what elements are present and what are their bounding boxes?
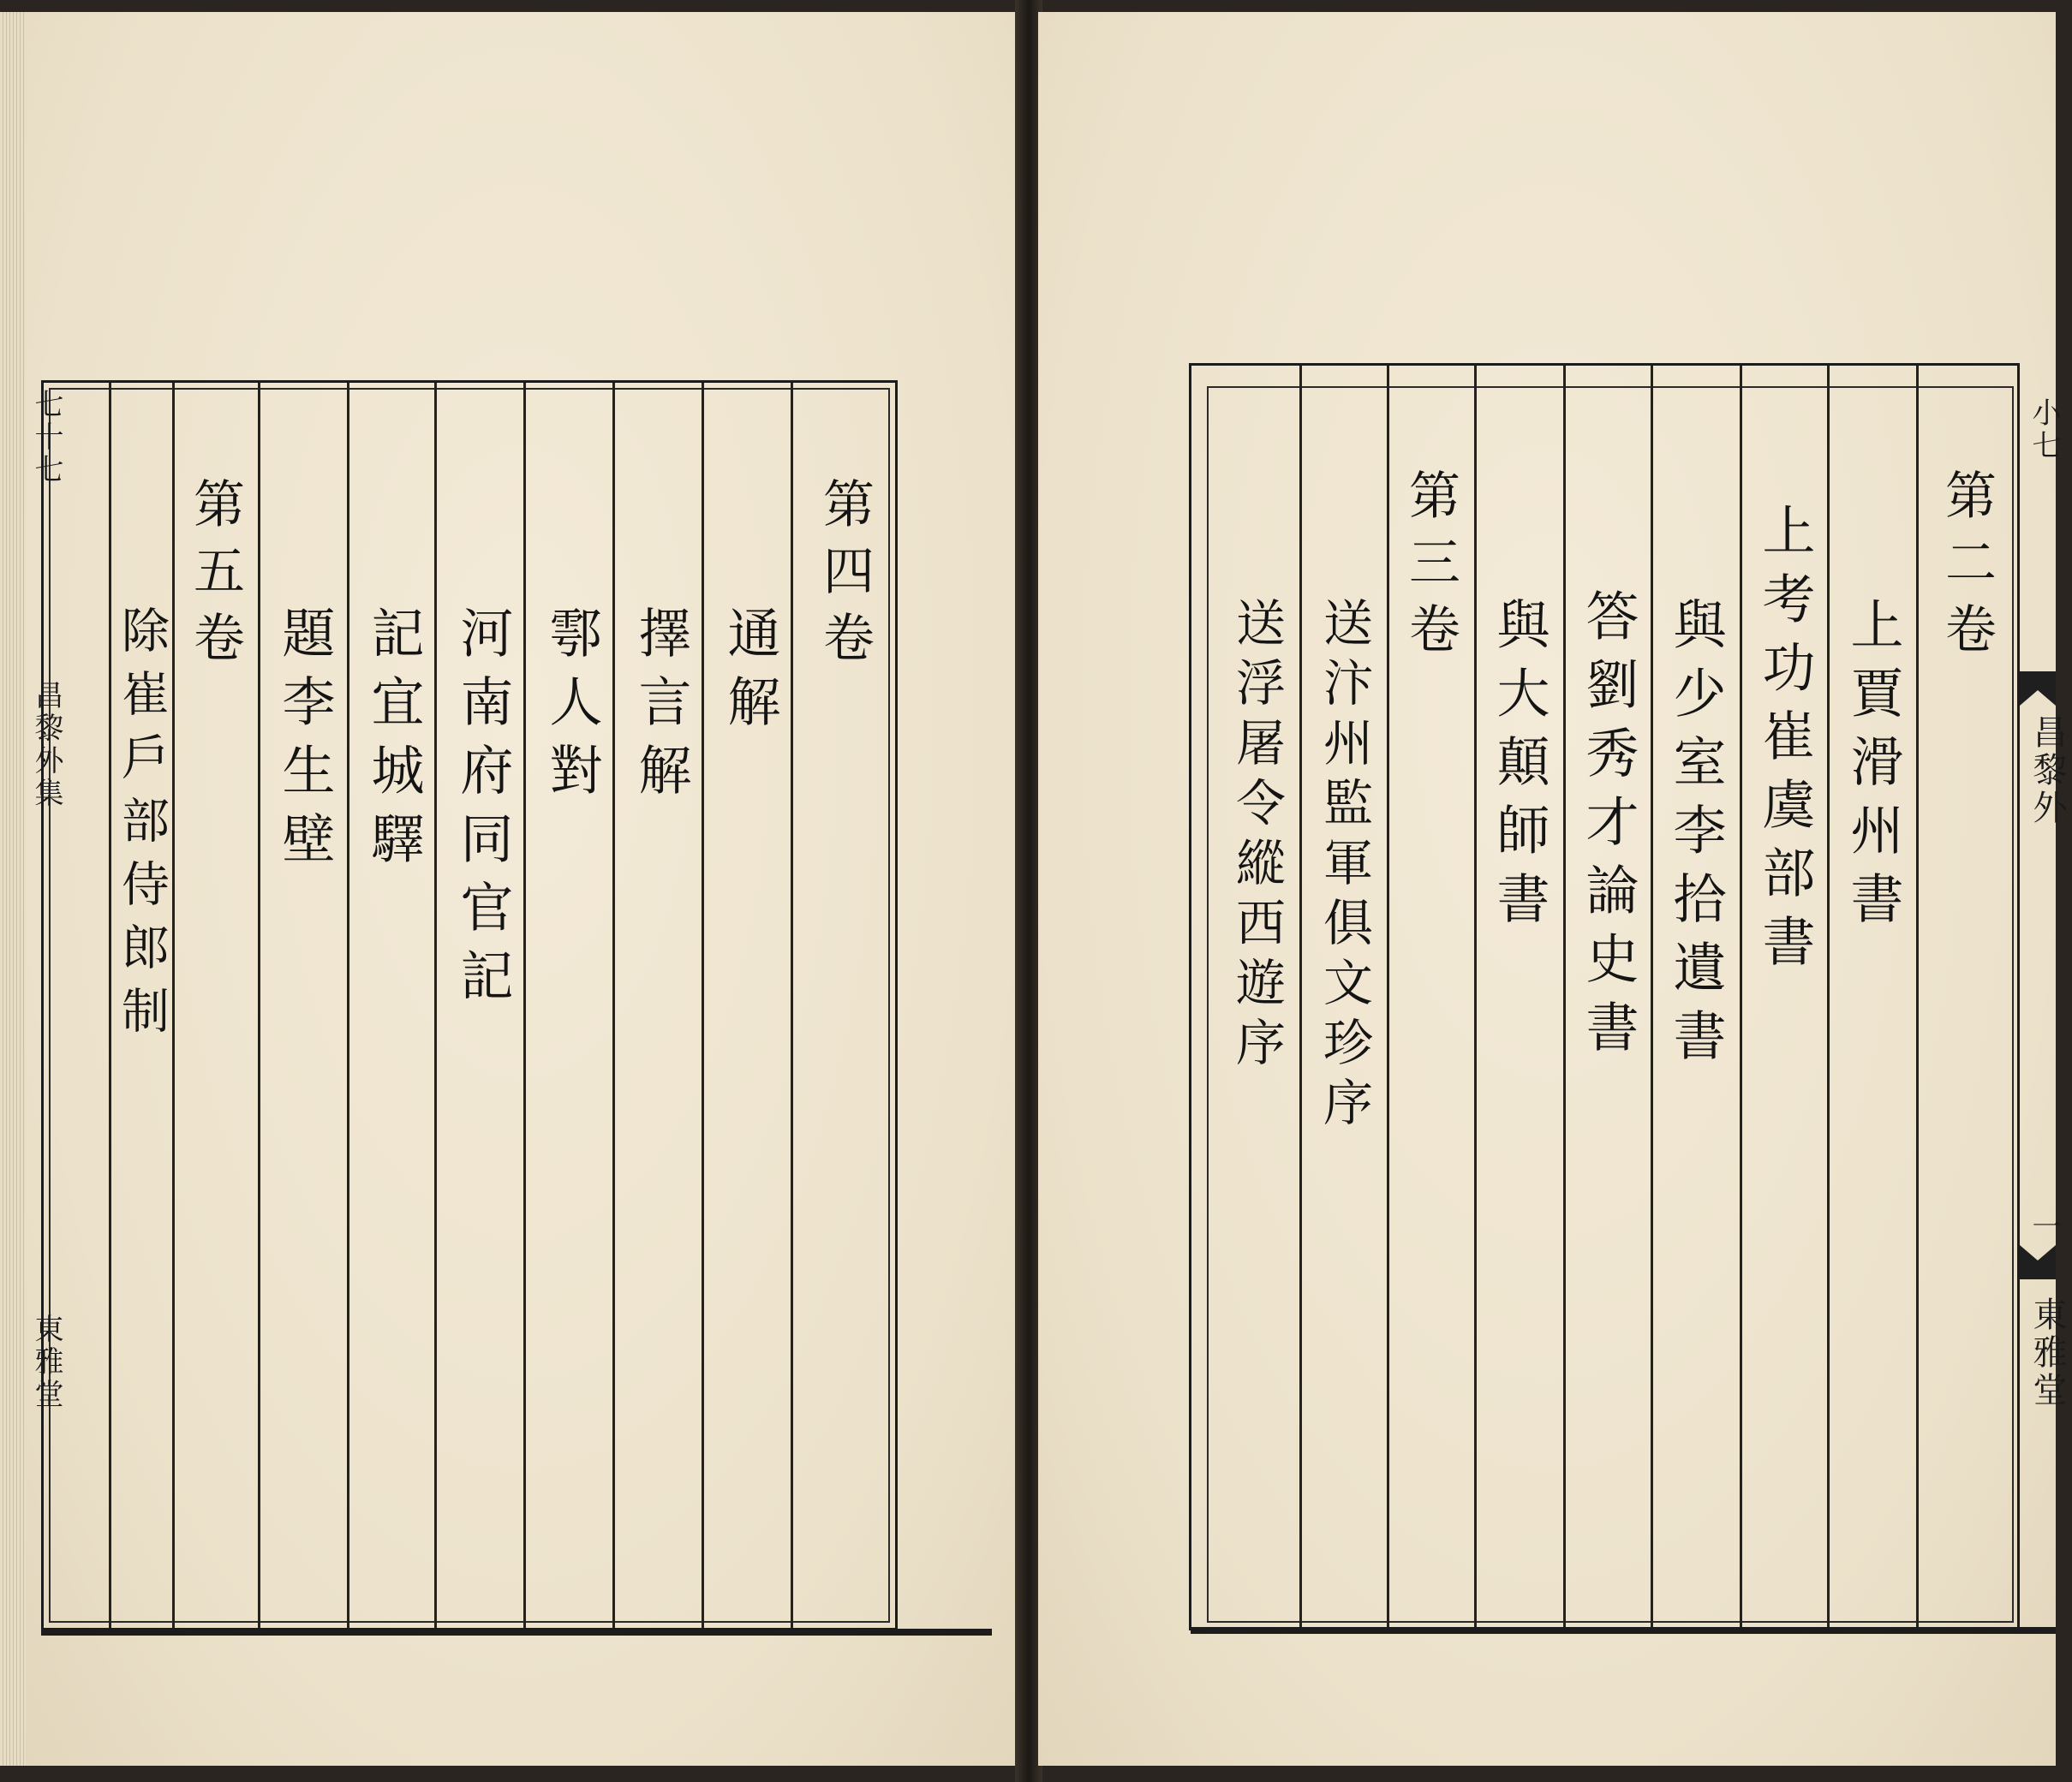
right-page — [1038, 12, 2067, 1766]
fish-tail-mark-bottom — [2020, 1245, 2056, 1279]
toc-entry: 與大顛師書 — [1488, 597, 1550, 939]
right-col-1 — [1920, 468, 2014, 669]
toc-entry: 記宜城驛 — [362, 605, 425, 879]
left-col-5 — [441, 605, 523, 1016]
toc-entry: 除崔戶部侍郎制 — [114, 605, 170, 1049]
left-col-7 — [263, 605, 345, 879]
right-margin-publisher: 東雅堂 — [2027, 1296, 2067, 1410]
volume-heading: 第五卷 — [185, 477, 245, 677]
left-col-2 — [708, 605, 791, 742]
toc-entry: 上考功崔虞部書 — [1753, 503, 1816, 982]
right-col-6 — [1478, 597, 1560, 939]
left-margin-title: 昌黎外集 — [29, 680, 63, 810]
left-col-9 — [109, 605, 174, 1049]
page-edge-stack — [0, 12, 26, 1766]
toc-entry: 送汴州監軍俱文珍序 — [1315, 597, 1373, 1136]
toc-entry: 上賈滑州書 — [1842, 597, 1904, 939]
right-margin-title: 昌黎外 — [2027, 714, 2067, 827]
toc-entry: 與少室李拾遺書 — [1664, 597, 1727, 1076]
right-col-7 — [1388, 468, 1472, 669]
right-bottom-border — [1191, 1627, 2056, 1634]
toc-entry: 鄠人對 — [540, 605, 603, 811]
right-margin-folio: 一 — [2027, 1211, 2061, 1243]
fish-tail-mark-top — [2020, 671, 2056, 706]
left-col-8 — [174, 477, 256, 677]
right-col-4 — [1654, 597, 1736, 1076]
right-col-8 — [1303, 597, 1385, 1136]
left-bottom-border — [41, 1629, 992, 1636]
left-frame — [41, 380, 898, 1630]
left-margin-number: 七十七 — [29, 389, 63, 486]
right-frame — [1189, 363, 2020, 1630]
toc-entry: 題李生壁 — [273, 605, 336, 879]
left-col-3 — [619, 605, 702, 811]
right-margin-number: 小七 — [2027, 397, 2061, 462]
toc-entry: 送浮屠令縱西遊序 — [1227, 597, 1286, 1076]
toc-entry: 通解 — [719, 605, 781, 742]
left-col-1 — [797, 477, 892, 677]
volume-heading: 第四卷 — [815, 477, 875, 677]
volume-heading: 第三卷 — [1400, 468, 1460, 669]
toc-entry: 擇言解 — [630, 605, 692, 811]
volume-heading: 第二卷 — [1937, 468, 1997, 669]
right-col-9 — [1215, 597, 1298, 1076]
left-page — [24, 12, 1019, 1766]
right-col-3 — [1743, 503, 1825, 982]
toc-entry: 答劉秀才論史書 — [1577, 588, 1639, 1068]
toc-entry: 河南府同官記 — [451, 605, 514, 1016]
left-col-6 — [352, 605, 434, 879]
left-margin-publisher: 東雅堂 — [29, 1314, 63, 1411]
right-col-5 — [1567, 588, 1649, 1068]
left-col-4 — [530, 605, 612, 811]
right-col-2 — [1830, 597, 1914, 939]
